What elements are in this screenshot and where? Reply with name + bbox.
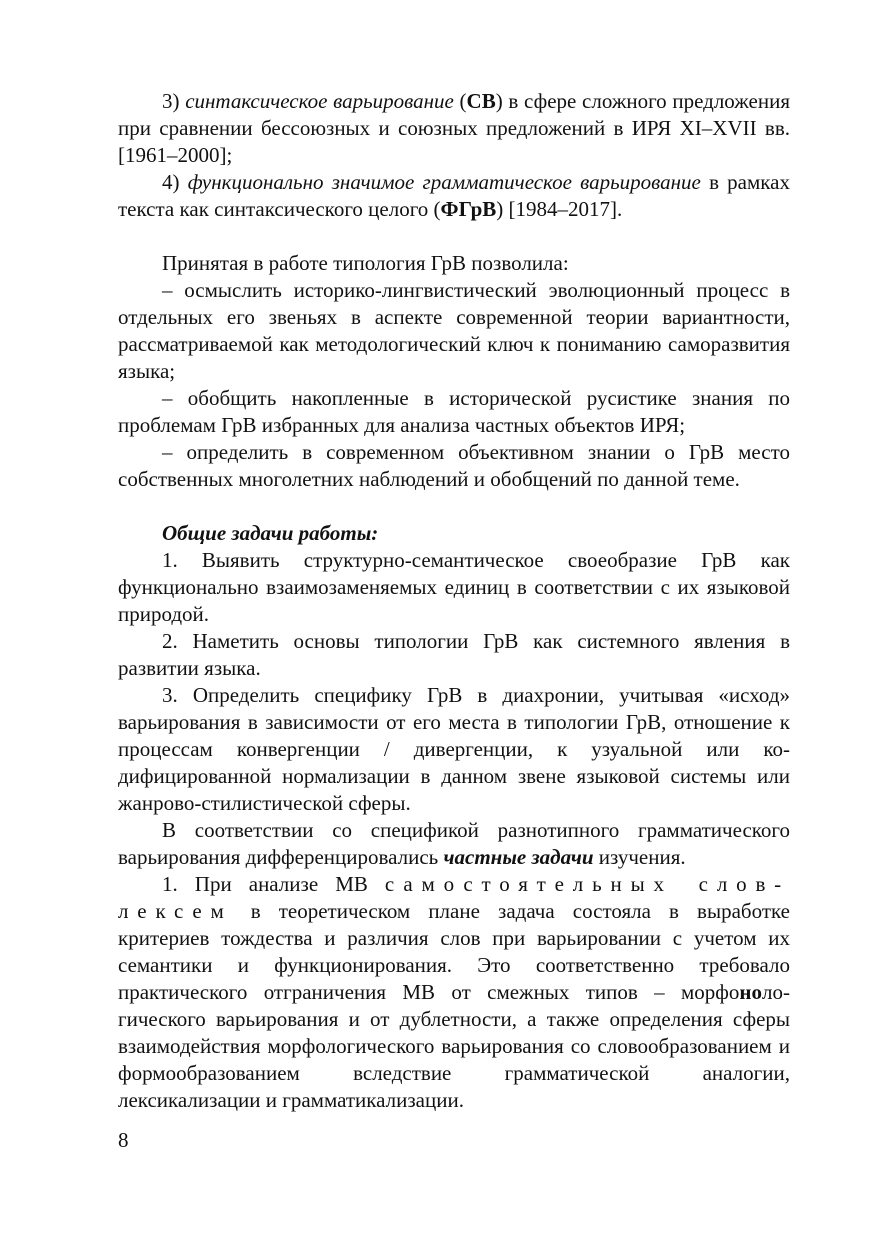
typology-point: – осмыслить историко-лингвистический эволюционный процесс в отдельных его звеньях в аспекте современной теории вариантности, рассматриваемой как методологический ключ к пониманию саморазвития языка; [118,278,790,383]
document-page [118,88,790,1114]
item-3-number: 3) [162,89,186,113]
task-item: 3. Определить специфику ГрВ в диахронии, учитывая «исход» варьирования в зависимости от его места в типологии ГрВ, отношение к процессам конвергенции / дивергенции, к узуальной или кодифицированной нормализации в данном звене языковой системы или жанрово-стилистической сферы. [118,683,790,815]
private-task-1-start: 1. При анализе МВ [162,872,385,896]
item-4-text-end: ) [1984–2017]. [496,197,623,221]
section-heading: Общие задачи работы: [162,521,379,545]
paragraph-item-4 [118,169,790,223]
private-intro-end: изучения. [593,845,686,869]
private-tasks-intro [118,817,790,871]
private-task-1-text: в теоретическом плане задача состояла в выработке критериев тождества и различия слов при варьировании с учетом их семантики и функционирования. Это соответственно требовало практического отграничения МВ от смежных типов – морфо [118,899,790,1004]
typology-point: – определить в современном объективном знании о ГрВ место собственных многолетних наблюдений и обобщений по данной теме. [118,440,790,491]
task-item: 2. Наметить основы типологии ГрВ как системного явления в развитии языка. [118,629,790,680]
paragraph-item-3 [118,88,790,169]
task-item: 1. Выявить структурно-семантическое своеобразие ГрВ как функционально взаимозаменяемых единиц в соответствии с их языковой природой. [118,548,790,626]
item-4-text-middle: в рамках текста как синтаксического целого ( [118,170,791,221]
typology-intro: Принятая в работе типология ГрВ позволила: [162,251,569,275]
page-number: 8 [118,1128,129,1152]
item-4-abbreviation: ФГрВ [440,197,497,221]
private-task-1 [118,871,790,1114]
typology-point: – обобщить накопленные в исторической русистике знания по проблемам ГрВ избранных для анализа частных объектов ИРЯ; [118,386,790,437]
item-3-open-paren: ( [453,89,467,113]
private-task-1-text-end: логического варьирования и от дублетности, а также определения сферы взаимодействия морфологического варьирования со словообразованием и формообразованием вследствие грамматической аналогии, лексикализации и грамматикализации. [118,980,790,1112]
bold-syllable: но [739,980,763,1004]
private-tasks-emphasis: частные задачи [443,845,594,869]
item-3-term: синтаксическое варьирование [185,89,454,113]
item-3-abbreviation: СВ [466,89,496,113]
private-intro-text: В соответствии со спецификой разнотипного грамматического варьирования дифференцировались [118,818,790,869]
spaced-term: самостоятельных слов-лексем [118,872,790,923]
item-4-term: функционально значимое грамматическое варьирование [187,170,701,194]
spacer [118,223,790,250]
item-3-text: ) в сфере сложного предложения при сравнении бессоюзных и союзных предложений в ИРЯ XI–XVII вв. [1961–2000]; [118,89,790,167]
item-4-number: 4) [162,170,188,194]
spacer [118,493,790,520]
